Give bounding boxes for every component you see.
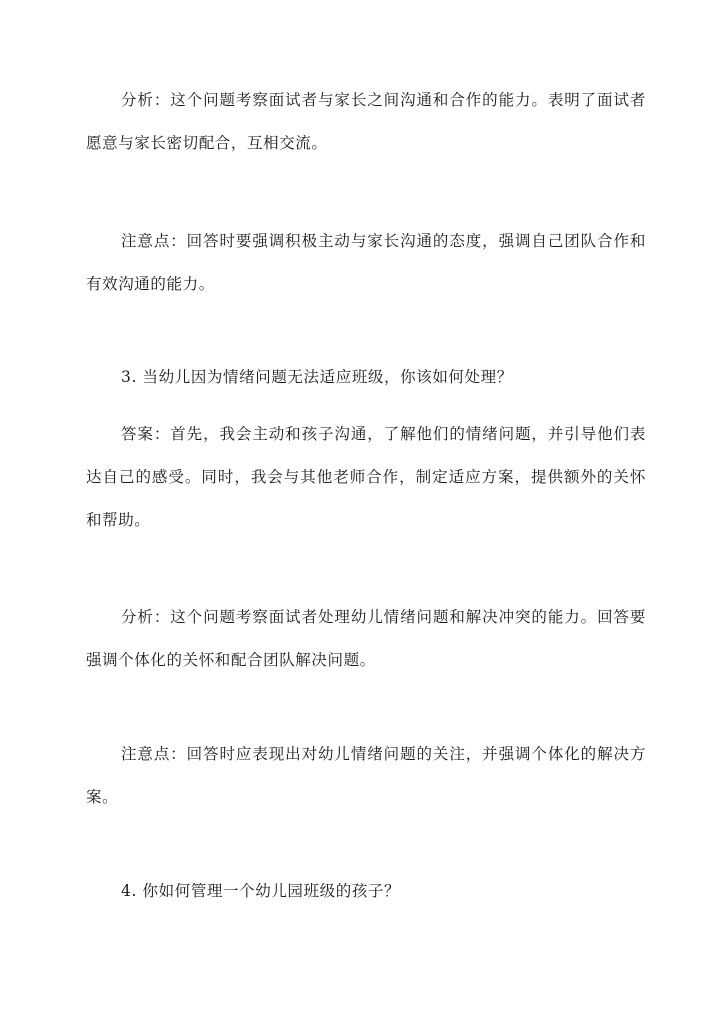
- analysis-paragraph-1: 分析：这个问题考察面试者与家长之间沟通和合作的能力。表明了面试者愿意与家长密切配合，互相交流。: [86, 91, 646, 152]
- note-paragraph-3: 注意点：回答时应表现出对幼儿情绪问题的关注，并强调个体化的解决方案。: [86, 745, 646, 806]
- question-3-heading: 3. 当幼儿因为情绪问题无法适应班级，你该如何处理？: [121, 368, 513, 386]
- analysis-paragraph-3: 分析：这个问题考察面试者处理幼儿情绪问题和解决冲突的能力。回答要强调个体化的关怀和配合团队解决问题。: [86, 608, 646, 669]
- answer-paragraph-3: 答案：首先，我会主动和孩子沟通，了解他们的情绪问题，并引导他们表达自己的感受。同时，我会与其他老师合作，制定适应方案，提供额外的关怀和帮助。: [86, 425, 646, 529]
- question-4-heading: 4. 你如何管理一个幼儿园班级的孩子？: [121, 882, 401, 900]
- note-paragraph-1: 注意点：回答时要强调积极主动与家长沟通的态度，强调自己团队合作和有效沟通的能力。: [86, 232, 646, 293]
